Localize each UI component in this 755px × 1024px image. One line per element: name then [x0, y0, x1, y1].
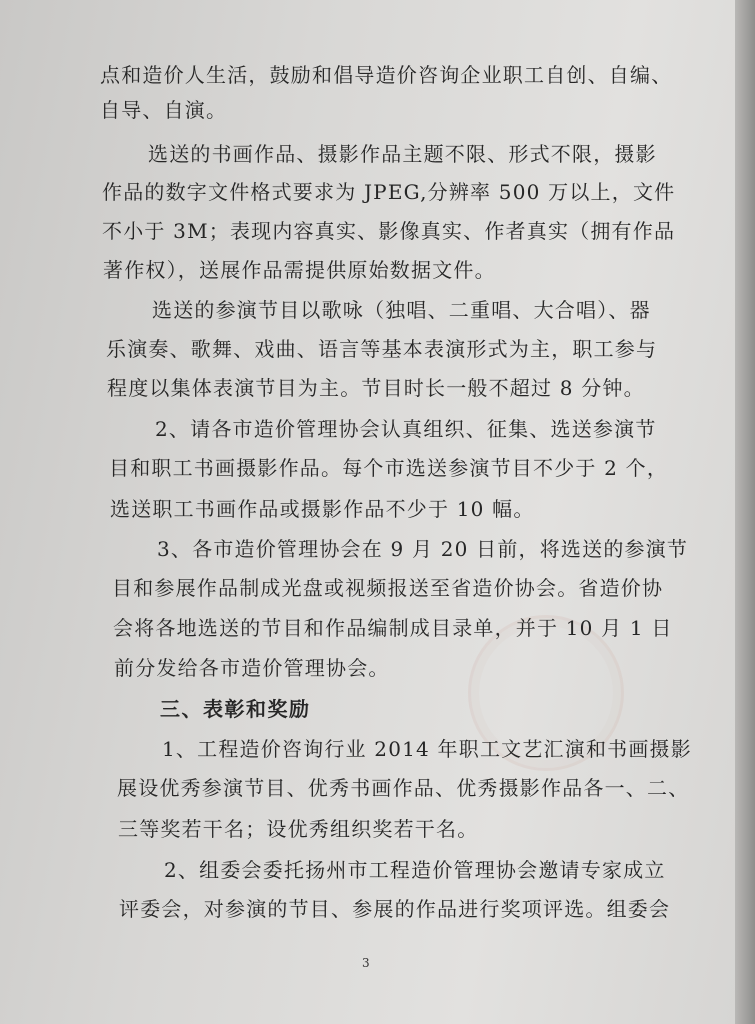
text-line: 1、工程造价咨询行业 2014 年职工文艺汇演和书画摄影: [162, 737, 692, 761]
text-line: 前分发给各市造价管理协会。: [114, 656, 390, 680]
text-line: 选送的参演节目以歌咏（独唱、二重唱、大合唱）、器: [152, 298, 651, 322]
text-line: 2、请各市造价管理协会认真组织、征集、选送参演节: [155, 417, 657, 441]
text-line: 著作权），送展作品需提供原始数据文件。: [103, 258, 496, 282]
text-line: 评委会，对参演的节目、参展的作品进行奖项评选。组委会: [119, 897, 671, 921]
text-line: 乐演奏、歌舞、戏曲、语言等基本表演形式为主，职工参与: [106, 337, 658, 361]
text-line: 自导、自演。: [100, 98, 228, 122]
text-line: 选送职工书画作品或摄影作品不少于 10 幅。: [110, 497, 535, 521]
text-line: 作品的数字文件格式要求为 JPEG,分辨率 500 万以上，文件: [102, 180, 676, 204]
paper-edge-shadow: [735, 0, 755, 1024]
text-line: 3、各市造价管理协会在 9 月 20 日前，将选送的参演节: [157, 537, 689, 561]
text-line: 选送的书画作品、摄影作品主题不限、形式不限，摄影: [148, 142, 657, 166]
text-line: 不小于 3M；表现内容真实、影像真实、作者真实（拥有作品: [102, 219, 676, 243]
text-line: 会将各地选送的节目和作品编制成目录单，并于 10 月 1 日: [113, 616, 673, 640]
text-line: 三等奖若干名；设优秀组织奖若干名。: [118, 817, 479, 841]
text-line: 展设优秀参演节目、优秀书画作品、优秀摄影作品各一、二、: [117, 776, 690, 800]
text-line: 目和职工书画摄影作品。每个市选送参演节目不少于 2 个，: [109, 456, 669, 480]
text-line: 2、组委会委托扬州市工程造价管理协会邀请专家成立: [164, 858, 666, 882]
text-line: 程度以集体表演节目为主。节目时长一般不超过 8 分钟。: [107, 376, 645, 400]
section-heading: 三、表彰和奖励: [160, 697, 311, 721]
text-line: 点和造价人生活，鼓励和倡导造价咨询企业职工自创、自编、: [100, 63, 673, 87]
text-line: 目和参展作品制成光盘或视频报送至省造价协会。省造价协: [112, 576, 664, 600]
page-number: 3: [362, 956, 370, 970]
